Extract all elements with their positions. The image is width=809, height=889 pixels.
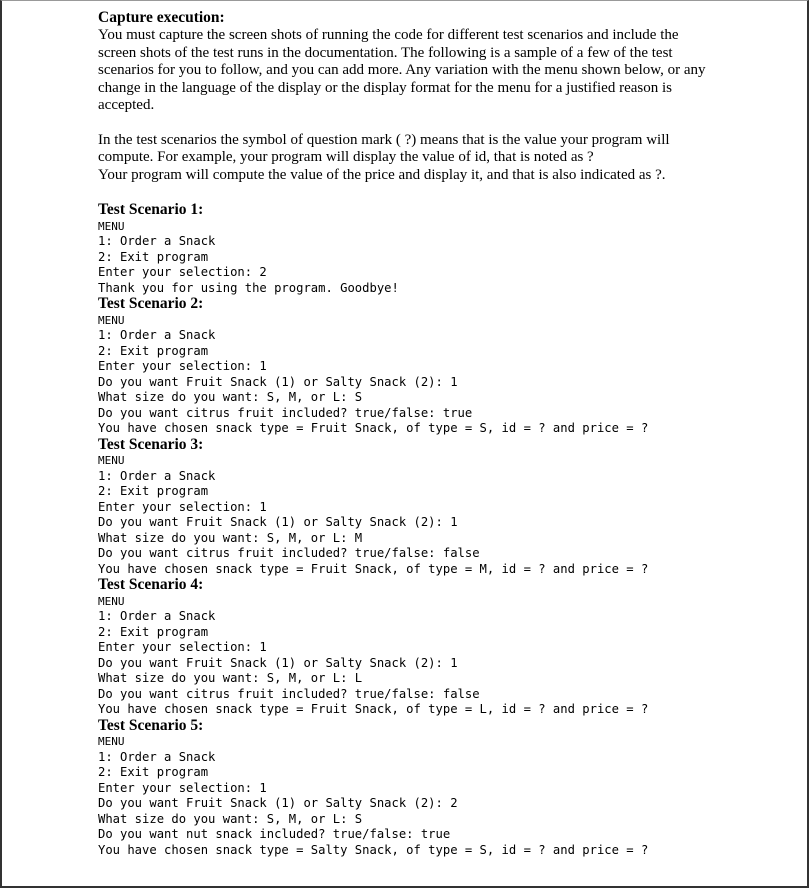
console-line: You have chosen snack type = Fruit Snack, of type = M, id = ? and price = ? — [98, 561, 649, 576]
console-line: Enter your selection: 1 — [98, 499, 267, 514]
console-line: 2: Exit program — [98, 765, 209, 779]
question-line: compute. For example, your program will display the value of id, that is noted as ? — [98, 149, 594, 165]
question-line: Your program will compute the value of the price and display it, and that is also indicated as ?. — [98, 166, 666, 183]
test-scenario-4 — [98, 577, 798, 718]
console-line: What size do you want: S, M, or L: S — [98, 811, 363, 826]
console-line: What size do you want: S, M, or L: M — [98, 530, 363, 545]
intro-line: scenarios for you to follow, and you can add more. Any variation with the menu shown below, or any — [98, 62, 706, 78]
console-line: Do you want Fruit Snack (1) or Salty Snack (2): 1 — [98, 655, 458, 670]
console-line: Enter your selection: 2 — [98, 265, 267, 279]
console-line: 2: Exit program — [98, 343, 209, 358]
console-line: MENU — [98, 454, 125, 467]
console-line: Do you want citrus fruit included? true/false: false — [98, 686, 480, 701]
console-line: 2: Exit program — [98, 249, 209, 264]
intro-line: accepted. — [98, 97, 155, 113]
console-line: Do you want Fruit Snack (1) or Salty Snack (2): 1 — [98, 374, 458, 389]
console-line: You have chosen snack type = Salty Snack, of type = S, id = ? and price = ? — [98, 842, 649, 857]
console-line: Do you want citrus fruit included? true/false: false — [98, 546, 480, 560]
intro-paragraph — [98, 27, 798, 115]
console-line: What size do you want: S, M, or L: S — [98, 390, 363, 404]
console-line: 1: Order a Snack — [98, 468, 216, 483]
question-mark-paragraph — [98, 132, 798, 185]
console-line: MENU — [98, 735, 125, 748]
scenario-title: Test Scenario 4: — [98, 576, 204, 593]
scenario-title: Test Scenario 2: — [98, 295, 204, 312]
section-heading: Capture execution: — [98, 9, 225, 26]
console-line: Enter your selection: 1 — [98, 359, 267, 373]
question-line: In the test scenarios the symbol of question mark ( ?) means that is the value your program will — [98, 131, 670, 148]
console-line: 2: Exit program — [98, 624, 209, 639]
test-scenario-1 — [98, 202, 798, 296]
test-scenario-5 — [98, 718, 798, 859]
document-body — [98, 9, 798, 858]
console-line: 1: Order a Snack — [98, 328, 216, 342]
console-line: Thank you for using the program. Goodbye! — [98, 280, 399, 295]
console-line: Do you want nut snack included? true/false: true — [98, 827, 451, 841]
intro-line: You must capture the screen shots of running the code for different test scenarios and include the — [98, 27, 679, 43]
console-line: 2: Exit program — [98, 484, 209, 498]
console-line: What size do you want: S, M, or L: L — [98, 671, 363, 685]
console-line: 1: Order a Snack — [98, 749, 216, 764]
console-line: Enter your selection: 1 — [98, 780, 267, 795]
console-line: MENU — [98, 219, 125, 233]
intro-line: screen shots of the test runs in the documentation. The following is a sample of a few of the test — [98, 44, 673, 61]
scenario-title: Test Scenario 5: — [98, 716, 204, 734]
console-line: MENU — [98, 313, 125, 327]
test-scenario-2 — [98, 296, 798, 437]
console-line: Enter your selection: 1 — [98, 640, 267, 654]
intro-line: change in the language of the display or the display format for the menu for a justified reason is — [98, 79, 672, 96]
console-line: 1: Order a Snack — [98, 609, 216, 623]
test-scenarios — [98, 202, 798, 858]
console-line: Do you want Fruit Snack (1) or Salty Snack (2): 2 — [98, 796, 458, 810]
console-line: Do you want citrus fruit included? true/false: true — [98, 405, 473, 420]
test-scenario-3 — [98, 437, 798, 578]
console-line: Do you want Fruit Snack (1) or Salty Snack (2): 1 — [98, 515, 458, 529]
scenario-title: Test Scenario 1: — [98, 201, 204, 218]
console-line: MENU — [98, 594, 125, 608]
console-line: You have chosen snack type = Fruit Snack, of type = L, id = ? and price = ? — [98, 702, 649, 716]
console-line: You have chosen snack type = Fruit Snack, of type = S, id = ? and price = ? — [98, 421, 649, 435]
console-line: 1: Order a Snack — [98, 234, 216, 248]
scenario-title: Test Scenario 3: — [98, 435, 204, 453]
